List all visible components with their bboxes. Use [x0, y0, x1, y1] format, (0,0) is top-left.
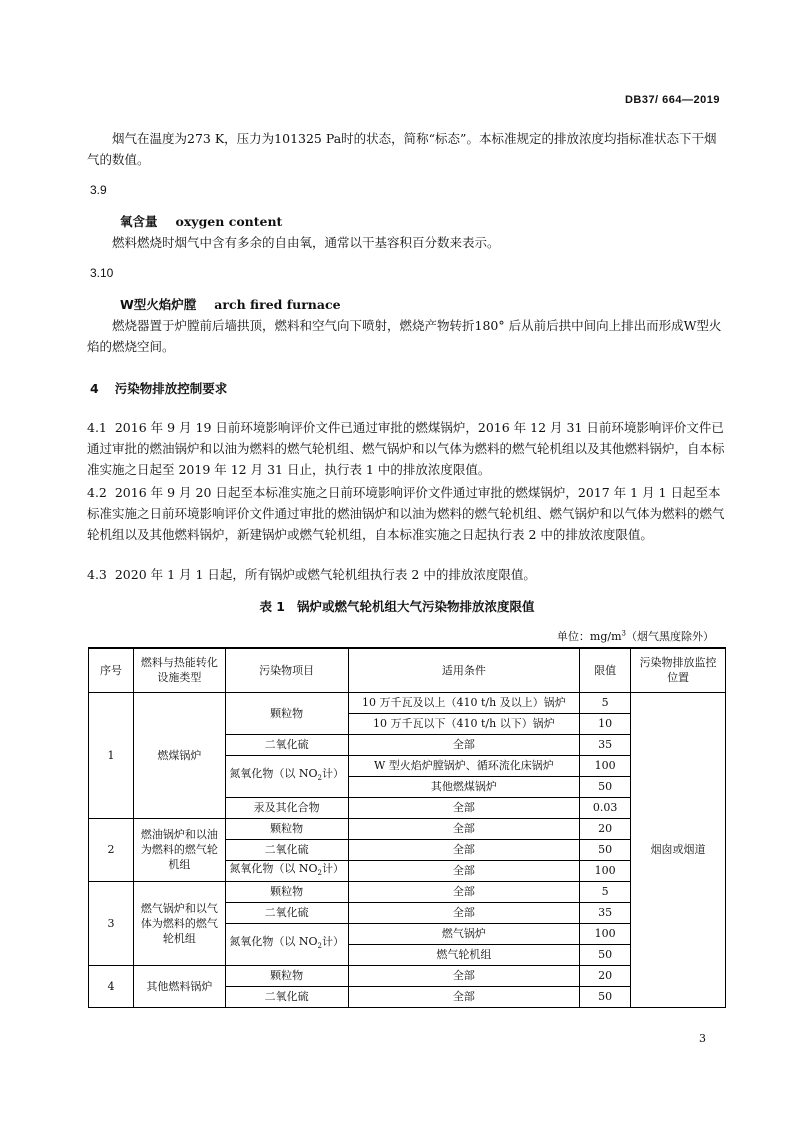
- cell-limit: 5: [580, 692, 631, 713]
- cell-pollutant: 颗粒物: [225, 692, 348, 734]
- cell-condition: 燃气轮机组: [348, 944, 580, 965]
- cell-limit: 100: [580, 755, 631, 776]
- cell-no: 4: [89, 965, 134, 1007]
- table-row: [89, 965, 726, 986]
- header-type: 燃料与热能转化设施类型: [133, 648, 225, 692]
- cell-pollutant-nox: [225, 755, 348, 797]
- cell-pollutant: 二氧化硫: [225, 839, 348, 860]
- term-zh: 氧含量: [120, 214, 158, 229]
- cell-condition: 全部: [348, 860, 580, 881]
- cell-pollutant: 颗粒物: [225, 818, 348, 839]
- clause-text: 2016 年 9 月 19 日前环境影响评价文件已通过审批的燃煤锅炉，2016 年 12 月 31 日前环境影响评价文件已通过审批的燃油锅炉和以油为燃料的燃气轮机组、燃气锅炉和以气体为燃料的燃气轮机组以及其他燃料锅炉，自本标准实施之日起至 2019 年 12 月 31 日止，执行表 1 中的排放浓度限值。: [87, 420, 725, 477]
- cell-no: 3: [89, 881, 134, 965]
- term-heading-3-9: [120, 212, 282, 230]
- cell-pollutant: 二氧化硫: [225, 986, 348, 1007]
- cell-limit: 20: [580, 818, 631, 839]
- cell-condition: 全部: [348, 839, 580, 860]
- cell-condition: W 型火焰炉膛锅炉、循环流化床锅炉: [348, 755, 580, 776]
- cell-limit: 50: [580, 986, 631, 1007]
- term-number-3-10: 3.10: [90, 266, 114, 280]
- table-unit: [557, 628, 714, 644]
- nox-suffix: 计）: [321, 766, 344, 780]
- cell-type: 燃气锅炉和以气体为燃料的燃气轮机组: [133, 881, 225, 965]
- clause-text: 2020 年 1 月 1 日起，所有锅炉或燃气轮机组执行表 2 中的排放浓度限值。: [114, 567, 536, 582]
- cell-condition: 全部: [348, 734, 580, 755]
- cell-pollutant: 汞及其化合物: [225, 797, 348, 818]
- term-en: oxygen content: [175, 214, 283, 229]
- term-number-3-9: 3.9: [90, 183, 107, 197]
- cell-pollutant-nox: [225, 923, 348, 965]
- header-limit: 限值: [580, 648, 631, 692]
- cell-condition: 其他燃煤锅炉: [348, 776, 580, 797]
- cell-no: 2: [89, 818, 134, 881]
- table-caption: [0, 597, 794, 615]
- table-row: [89, 692, 726, 713]
- cell-limit: 100: [580, 860, 631, 881]
- cell-condition: 全部: [348, 902, 580, 923]
- nox-sub: 2: [317, 942, 322, 951]
- cell-limit: 20: [580, 965, 631, 986]
- cell-limit: 5: [580, 881, 631, 902]
- header-pollutant: 污染物项目: [225, 648, 348, 692]
- nox-prefix: 氮氧化物（以 NO: [229, 766, 318, 780]
- page-number: 3: [699, 1032, 706, 1045]
- cell-pollutant: 二氧化硫: [225, 734, 348, 755]
- term-zh: W型火焰炉膛: [120, 297, 197, 312]
- table-caption-title: 锅炉或燃气轮机组大气污染物排放浓度限值: [297, 599, 535, 614]
- cell-type: 其他燃料锅炉: [133, 965, 225, 1007]
- cell-limit: 35: [580, 734, 631, 755]
- header-monitor: 污染物排放监控位置: [631, 648, 726, 692]
- table-row: [89, 881, 726, 902]
- table-header-row: [89, 648, 726, 692]
- header-condition: 适用条件: [348, 648, 580, 692]
- clause-number: 4.1: [87, 420, 107, 435]
- cell-pollutant: 二氧化硫: [225, 902, 348, 923]
- cell-limit: 35: [580, 902, 631, 923]
- cell-condition: 全部: [348, 818, 580, 839]
- table-row: [89, 818, 726, 839]
- cell-no: 1: [89, 692, 134, 818]
- cell-limit: 10: [580, 713, 631, 734]
- cell-limit: 0.03: [580, 797, 631, 818]
- nox-suffix: 计）: [321, 861, 344, 875]
- cell-pollutant: 颗粒物: [225, 965, 348, 986]
- nox-sub: 2: [317, 868, 322, 877]
- cell-limit: 50: [580, 776, 631, 797]
- cell-type: 燃油锅炉和以油为燃料的燃气轮机组: [133, 818, 225, 881]
- term-definition-3-9: 燃料燃烧时烟气中含有多余的自由氧，通常以干基容积百分数来表示。: [112, 235, 500, 250]
- cell-condition: 全部: [348, 797, 580, 818]
- clause-4-2: [87, 482, 727, 545]
- table-caption-number: 表 1: [259, 599, 286, 614]
- nox-suffix: 计）: [321, 935, 344, 949]
- nox-prefix: 氮氧化物（以 NO: [229, 861, 318, 875]
- term-definition-3-10: 燃烧器置于炉膛前后墙拱顶，燃料和空气向下喷射，燃烧产物转折180° 后从前后拱中间向上排出而形成W型火焰的燃烧空间。: [87, 318, 722, 354]
- term-en: arch fired furnace: [214, 297, 341, 312]
- clause-number: 4.3: [87, 567, 107, 582]
- clause-4-1: [87, 417, 727, 480]
- cell-pollutant-nox: [225, 860, 348, 881]
- section-heading: [90, 379, 227, 397]
- cell-limit: 100: [580, 923, 631, 944]
- nox-prefix: 氮氧化物（以 NO: [229, 935, 318, 949]
- unit-suffix: （烟气黑度除外）: [626, 630, 714, 643]
- clause-4-3: [87, 564, 727, 585]
- cell-limit: 50: [580, 944, 631, 965]
- cell-condition: 10 万千瓦及以上（410 t/h 及以上）锅炉: [348, 692, 580, 713]
- cell-condition: 全部: [348, 881, 580, 902]
- unit-prefix: 单位：mg/m: [556, 630, 622, 643]
- header-no: 序号: [89, 648, 134, 692]
- cell-condition: 全部: [348, 986, 580, 1007]
- intro-paragraph: 烟气在温度为273 K，压力为101325 Pa时的状态，简称“标态”。本标准规定的排放浓度均指标准状态下干烟气的数值。: [87, 131, 717, 167]
- clause-number: 4.2: [87, 485, 107, 500]
- cell-condition: 全部: [348, 965, 580, 986]
- term-heading-3-10: [120, 295, 341, 313]
- section-number: 4: [90, 381, 99, 396]
- nox-sub: 2: [317, 774, 322, 783]
- clause-text: 2016 年 9 月 20 日起至本标准实施之日前环境影响评价文件通过审批的燃煤锅炉，2017 年 1 月 1 日起至本标准实施之日前环境影响评价文件通过审批的燃油锅炉和以油为燃料的燃气轮机组、燃气锅炉和以气体为燃料的燃气轮机组以及其他燃料锅炉，新建锅炉或燃气轮机组，自本标准实施之日起执行表 2 中的排放浓度限值。: [87, 485, 725, 542]
- cell-pollutant: 颗粒物: [225, 881, 348, 902]
- section-title: 污染物排放控制要求: [114, 381, 228, 396]
- cell-type: 燃煤锅炉: [133, 692, 225, 818]
- cell-condition: 燃气锅炉: [348, 923, 580, 944]
- document-id: DB37/ 664—2019: [624, 94, 720, 106]
- emission-limits-table: [88, 647, 726, 1008]
- unit-sup: 3: [621, 629, 626, 638]
- cell-limit: 50: [580, 839, 631, 860]
- cell-monitor: 烟囱或烟道: [631, 692, 726, 1007]
- cell-condition: 10 万千瓦以下（410 t/h 以下）锅炉: [348, 713, 580, 734]
